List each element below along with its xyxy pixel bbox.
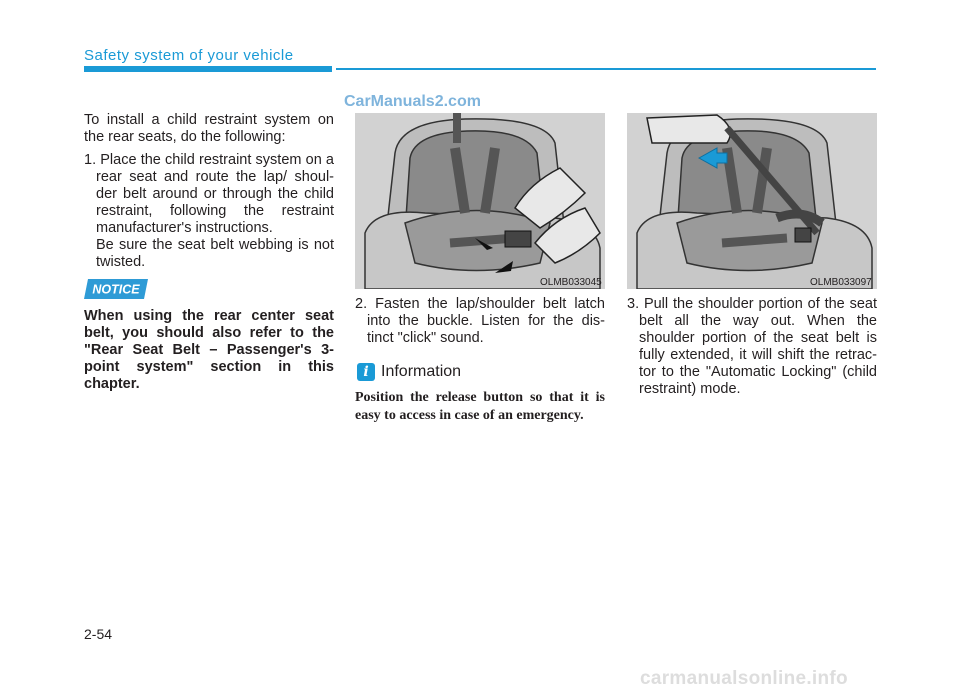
step-2-paragraph: 2. Fasten the lap/shoulder belt latch into the buckle. Listen for the dis-tinct "click" sound. bbox=[355, 296, 605, 346]
page-number: 2-54 bbox=[84, 626, 113, 642]
step-3-text bbox=[627, 296, 877, 398]
intro-text: To install a child restraint system on the rear seats, do the following: bbox=[84, 112, 334, 145]
notice-text: When using the rear center seat belt, you should also refer to the "Rear Seat Belt – Passenger's 3-point system" section in this chapter. bbox=[84, 308, 334, 392]
figure-buckle-fastening bbox=[355, 113, 605, 289]
step-1-text: 1. Place the child restraint system on a rear seat and route the lap/ shoul-der belt around or through the child restraint, following the restraint manufacturer's instructions. bbox=[84, 152, 334, 236]
header-rule bbox=[336, 68, 876, 70]
figure-belt-pulling bbox=[627, 113, 877, 289]
information-text: Position the release button so that it is easy to access in case of an emergency. bbox=[355, 390, 605, 423]
left-column bbox=[84, 112, 334, 277]
section-title: Safety system of your vehicle bbox=[84, 47, 294, 64]
notice-badge bbox=[84, 279, 148, 299]
step-2-text bbox=[355, 296, 605, 347]
figure-2-code: OLMB033097 bbox=[810, 277, 872, 288]
info-icon: i bbox=[357, 363, 375, 381]
information-title: Information bbox=[381, 363, 462, 380]
notice-label: NOTICE bbox=[92, 282, 140, 297]
step-3-paragraph: 3. Pull the shoulder portion of the seat belt all the way out. When the shoulder portion of the seat belt is fully extended, it will shift the retrac-tor to the "Automatic Locking" (child restraint) mode. bbox=[627, 296, 877, 397]
figure-1-code: OLMB033045 bbox=[540, 277, 602, 288]
header-accent-bar bbox=[84, 66, 332, 72]
watermark-top: CarManuals2.com bbox=[344, 93, 481, 110]
step-1-note: Be sure the seat belt webbing is not twisted. bbox=[96, 237, 334, 270]
watermark-bottom: carmanualsonline.info bbox=[640, 668, 848, 689]
